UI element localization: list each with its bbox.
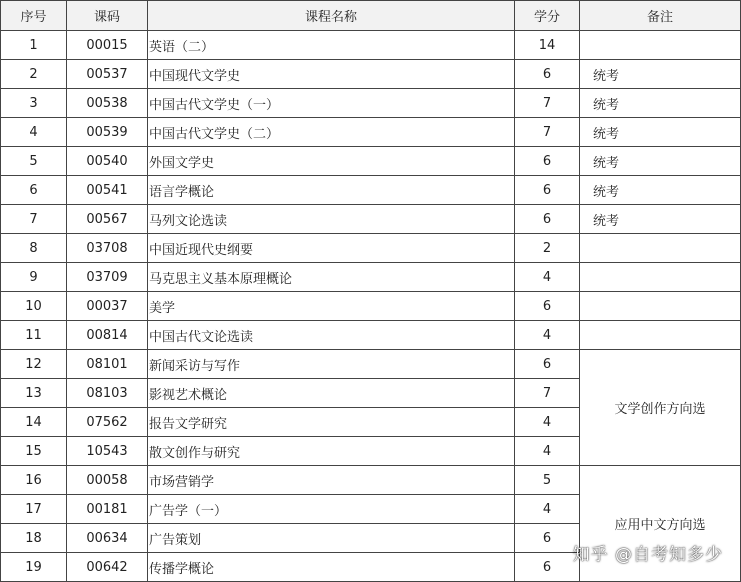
cell-code: 07562 <box>67 408 148 437</box>
cell-credit: 6 <box>515 205 580 234</box>
cell-note <box>580 321 741 350</box>
cell-seq: 3 <box>1 89 67 118</box>
cell-credit: 4 <box>515 408 580 437</box>
cell-note <box>580 234 741 263</box>
cell-note <box>580 31 741 60</box>
cell-name: 中国近现代史纲要 <box>148 234 515 263</box>
cell-code: 00642 <box>67 553 148 582</box>
cell-credit: 6 <box>515 292 580 321</box>
cell-code: 03708 <box>67 234 148 263</box>
table-row <box>1 176 741 205</box>
cell-code: 00037 <box>67 292 148 321</box>
table-row <box>1 147 741 176</box>
header-seq: 序号 <box>1 1 67 31</box>
cell-seq: 17 <box>1 495 67 524</box>
cell-name: 外国文学史 <box>148 147 515 176</box>
cell-name: 传播学概论 <box>148 553 515 582</box>
cell-seq: 2 <box>1 60 67 89</box>
cell-credit: 4 <box>515 321 580 350</box>
cell-seq: 5 <box>1 147 67 176</box>
cell-note: 统考 <box>580 176 741 205</box>
cell-code: 00539 <box>67 118 148 147</box>
cell-seq: 7 <box>1 205 67 234</box>
cell-credit: 6 <box>515 524 580 553</box>
header-code: 课码 <box>67 1 148 31</box>
cell-name: 中国古代文学史（二） <box>148 118 515 147</box>
cell-note: 统考 <box>580 205 741 234</box>
cell-code: 00538 <box>67 89 148 118</box>
cell-seq: 13 <box>1 379 67 408</box>
cell-code: 10543 <box>67 437 148 466</box>
cell-code: 00537 <box>67 60 148 89</box>
table-row <box>1 466 741 495</box>
table-row <box>1 31 741 60</box>
cell-credit: 2 <box>515 234 580 263</box>
cell-code: 00181 <box>67 495 148 524</box>
cell-name: 语言学概论 <box>148 176 515 205</box>
cell-note <box>580 263 741 292</box>
cell-credit: 6 <box>515 553 580 582</box>
cell-code: 03709 <box>67 263 148 292</box>
cell-name: 英语（二） <box>148 31 515 60</box>
watermark: 知乎 @自考知多少 <box>572 545 723 565</box>
header-name: 课程名称 <box>148 1 515 31</box>
cell-name: 美学 <box>148 292 515 321</box>
cell-seq: 16 <box>1 466 67 495</box>
cell-credit: 6 <box>515 350 580 379</box>
cell-seq: 4 <box>1 118 67 147</box>
cell-note: 统考 <box>580 60 741 89</box>
table-row <box>1 350 741 379</box>
header-credit: 学分 <box>515 1 580 31</box>
cell-code: 08103 <box>67 379 148 408</box>
cell-seq: 10 <box>1 292 67 321</box>
cell-seq: 8 <box>1 234 67 263</box>
cell-credit: 6 <box>515 60 580 89</box>
cell-name: 市场营销学 <box>148 466 515 495</box>
cell-seq: 1 <box>1 31 67 60</box>
cell-name: 马列文论选读 <box>148 205 515 234</box>
cell-seq: 18 <box>1 524 67 553</box>
table-row <box>1 60 741 89</box>
cell-credit: 5 <box>515 466 580 495</box>
cell-name: 新闻采访与写作 <box>148 350 515 379</box>
header-row <box>1 1 741 31</box>
cell-name: 影视艺术概论 <box>148 379 515 408</box>
cell-seq: 19 <box>1 553 67 582</box>
table-row <box>1 118 741 147</box>
cell-code: 00634 <box>67 524 148 553</box>
cell-name: 广告学（一） <box>148 495 515 524</box>
cell-code: 00540 <box>67 147 148 176</box>
cell-credit: 4 <box>515 263 580 292</box>
cell-code: 00541 <box>67 176 148 205</box>
cell-note: 统考 <box>580 147 741 176</box>
table-row <box>1 263 741 292</box>
cell-name: 广告策划 <box>148 524 515 553</box>
cell-name: 报告文学研究 <box>148 408 515 437</box>
table-row <box>1 321 741 350</box>
cell-credit: 4 <box>515 437 580 466</box>
table-row <box>1 292 741 321</box>
cell-seq: 15 <box>1 437 67 466</box>
group-note-literature: 文学创作方向选 <box>580 350 741 466</box>
table-row <box>1 205 741 234</box>
cell-credit: 6 <box>515 176 580 205</box>
cell-credit: 7 <box>515 379 580 408</box>
group-note-applied: 应用中文方向选 <box>580 466 741 582</box>
cell-seq: 11 <box>1 321 67 350</box>
header-note: 备注 <box>580 1 741 31</box>
cell-seq: 12 <box>1 350 67 379</box>
cell-note <box>580 292 741 321</box>
cell-credit: 6 <box>515 147 580 176</box>
cell-name: 中国现代文学史 <box>148 60 515 89</box>
cell-code: 00567 <box>67 205 148 234</box>
cell-seq: 14 <box>1 408 67 437</box>
cell-code: 00015 <box>67 31 148 60</box>
cell-seq: 9 <box>1 263 67 292</box>
cell-code: 00058 <box>67 466 148 495</box>
cell-note: 统考 <box>580 89 741 118</box>
cell-note: 统考 <box>580 118 741 147</box>
cell-name: 中国古代文论选读 <box>148 321 515 350</box>
cell-name: 中国古代文学史（一） <box>148 89 515 118</box>
cell-credit: 7 <box>515 89 580 118</box>
cell-credit: 14 <box>515 31 580 60</box>
cell-name: 散文创作与研究 <box>148 437 515 466</box>
cell-name: 马克思主义基本原理概论 <box>148 263 515 292</box>
table-row <box>1 234 741 263</box>
cell-credit: 4 <box>515 495 580 524</box>
cell-code: 00814 <box>67 321 148 350</box>
cell-code: 08101 <box>67 350 148 379</box>
cell-seq: 6 <box>1 176 67 205</box>
table-row <box>1 89 741 118</box>
cell-credit: 7 <box>515 118 580 147</box>
